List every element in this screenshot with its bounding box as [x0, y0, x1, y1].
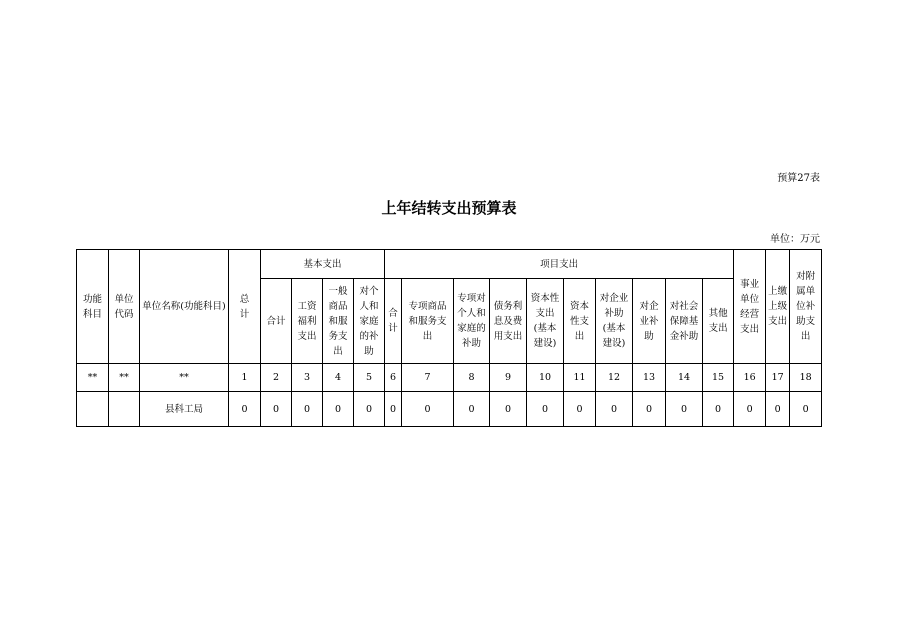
header-project-total: 合 计 [385, 279, 402, 364]
header-project-goods: 专项商品 和服务支 出 [402, 279, 454, 364]
index-cell: 13 [633, 364, 666, 392]
index-cell: 4 [323, 364, 354, 392]
index-cell: 2 [261, 364, 292, 392]
header-func-subject: 功能 科目 [77, 250, 109, 364]
header-unit-name: 单位名称(功能科目) [140, 250, 229, 364]
index-cell: 6 [385, 364, 402, 392]
data-cell [109, 392, 140, 427]
header-row-groups [77, 250, 822, 279]
index-cell: 10 [527, 364, 564, 392]
header-project-other: 其他 支出 [703, 279, 734, 364]
index-cell: 7 [402, 364, 454, 392]
header-basic-group: 基本支出 [261, 250, 385, 279]
header-project-debt: 债务利 息及费 用支出 [490, 279, 527, 364]
index-cell: 12 [596, 364, 633, 392]
index-row [77, 364, 822, 392]
header-basic-goods: 一般 商品 和服 务支 出 [323, 279, 354, 364]
data-cell: 0 [292, 392, 323, 427]
index-cell: ** [77, 364, 109, 392]
index-cell: ** [140, 364, 229, 392]
data-cell: 0 [490, 392, 527, 427]
unit-name-cell: 县科工局 [140, 392, 229, 427]
index-cell: 14 [666, 364, 703, 392]
header-basic-total: 合计 [261, 279, 292, 364]
data-cell: 0 [402, 392, 454, 427]
header-subsidiary-aid: 对附 属单 位补 助支 出 [790, 250, 822, 364]
header-project-capital-construction: 资本性 支出 (基本 建设) [527, 279, 564, 364]
header-project-social-security: 对社会 保障基 金补助 [666, 279, 703, 364]
data-cell: 0 [354, 392, 385, 427]
page-title: 上年结转支出预算表 [381, 199, 517, 217]
data-cell: 0 [323, 392, 354, 427]
index-cell: 9 [490, 364, 527, 392]
header-basic-salary: 工资 福利 支出 [292, 279, 323, 364]
data-cell [77, 392, 109, 427]
header-project-capital: 资本 性支 出 [564, 279, 596, 364]
data-cell: 0 [261, 392, 292, 427]
index-cell: 3 [292, 364, 323, 392]
index-cell: 15 [703, 364, 734, 392]
data-cell: 0 [734, 392, 766, 427]
data-cell: 0 [666, 392, 703, 427]
index-cell: 5 [354, 364, 385, 392]
table-row [77, 392, 822, 427]
header-enterprise-expense: 事业 单位 经营 支出 [734, 250, 766, 364]
header-project-personal-aid: 专项对 个人和 家庭的 补助 [454, 279, 490, 364]
index-cell: 18 [790, 364, 822, 392]
data-cell: 0 [766, 392, 790, 427]
unit-label: 单位：万元 [770, 234, 820, 245]
index-cell: 8 [454, 364, 490, 392]
header-unit-code: 单位 代码 [109, 250, 140, 364]
index-cell: 11 [564, 364, 596, 392]
data-cell: 0 [790, 392, 822, 427]
index-cell: 1 [229, 364, 261, 392]
header-project-enterprise-aid: 对企 业补 助 [633, 279, 666, 364]
data-cell: 0 [454, 392, 490, 427]
index-cell: 17 [766, 364, 790, 392]
header-project-group: 项目支出 [385, 250, 734, 279]
data-cell: 0 [229, 392, 261, 427]
data-cell: 0 [633, 392, 666, 427]
data-cell: 0 [596, 392, 633, 427]
header-project-enterprise-construction: 对企业 补助 (基本 建设) [596, 279, 633, 364]
header-total: 总 计 [229, 250, 261, 364]
data-cell: 0 [564, 392, 596, 427]
budget-table [76, 249, 822, 427]
data-cell: 0 [703, 392, 734, 427]
header-basic-personal-aid: 对个 人和 家庭 的补 助 [354, 279, 385, 364]
index-cell: ** [109, 364, 140, 392]
header-upper-expense: 上缴 上级 支出 [766, 250, 790, 364]
form-number: 预算27表 [777, 173, 820, 184]
data-cell: 0 [385, 392, 402, 427]
data-cell: 0 [527, 392, 564, 427]
index-cell: 16 [734, 364, 766, 392]
